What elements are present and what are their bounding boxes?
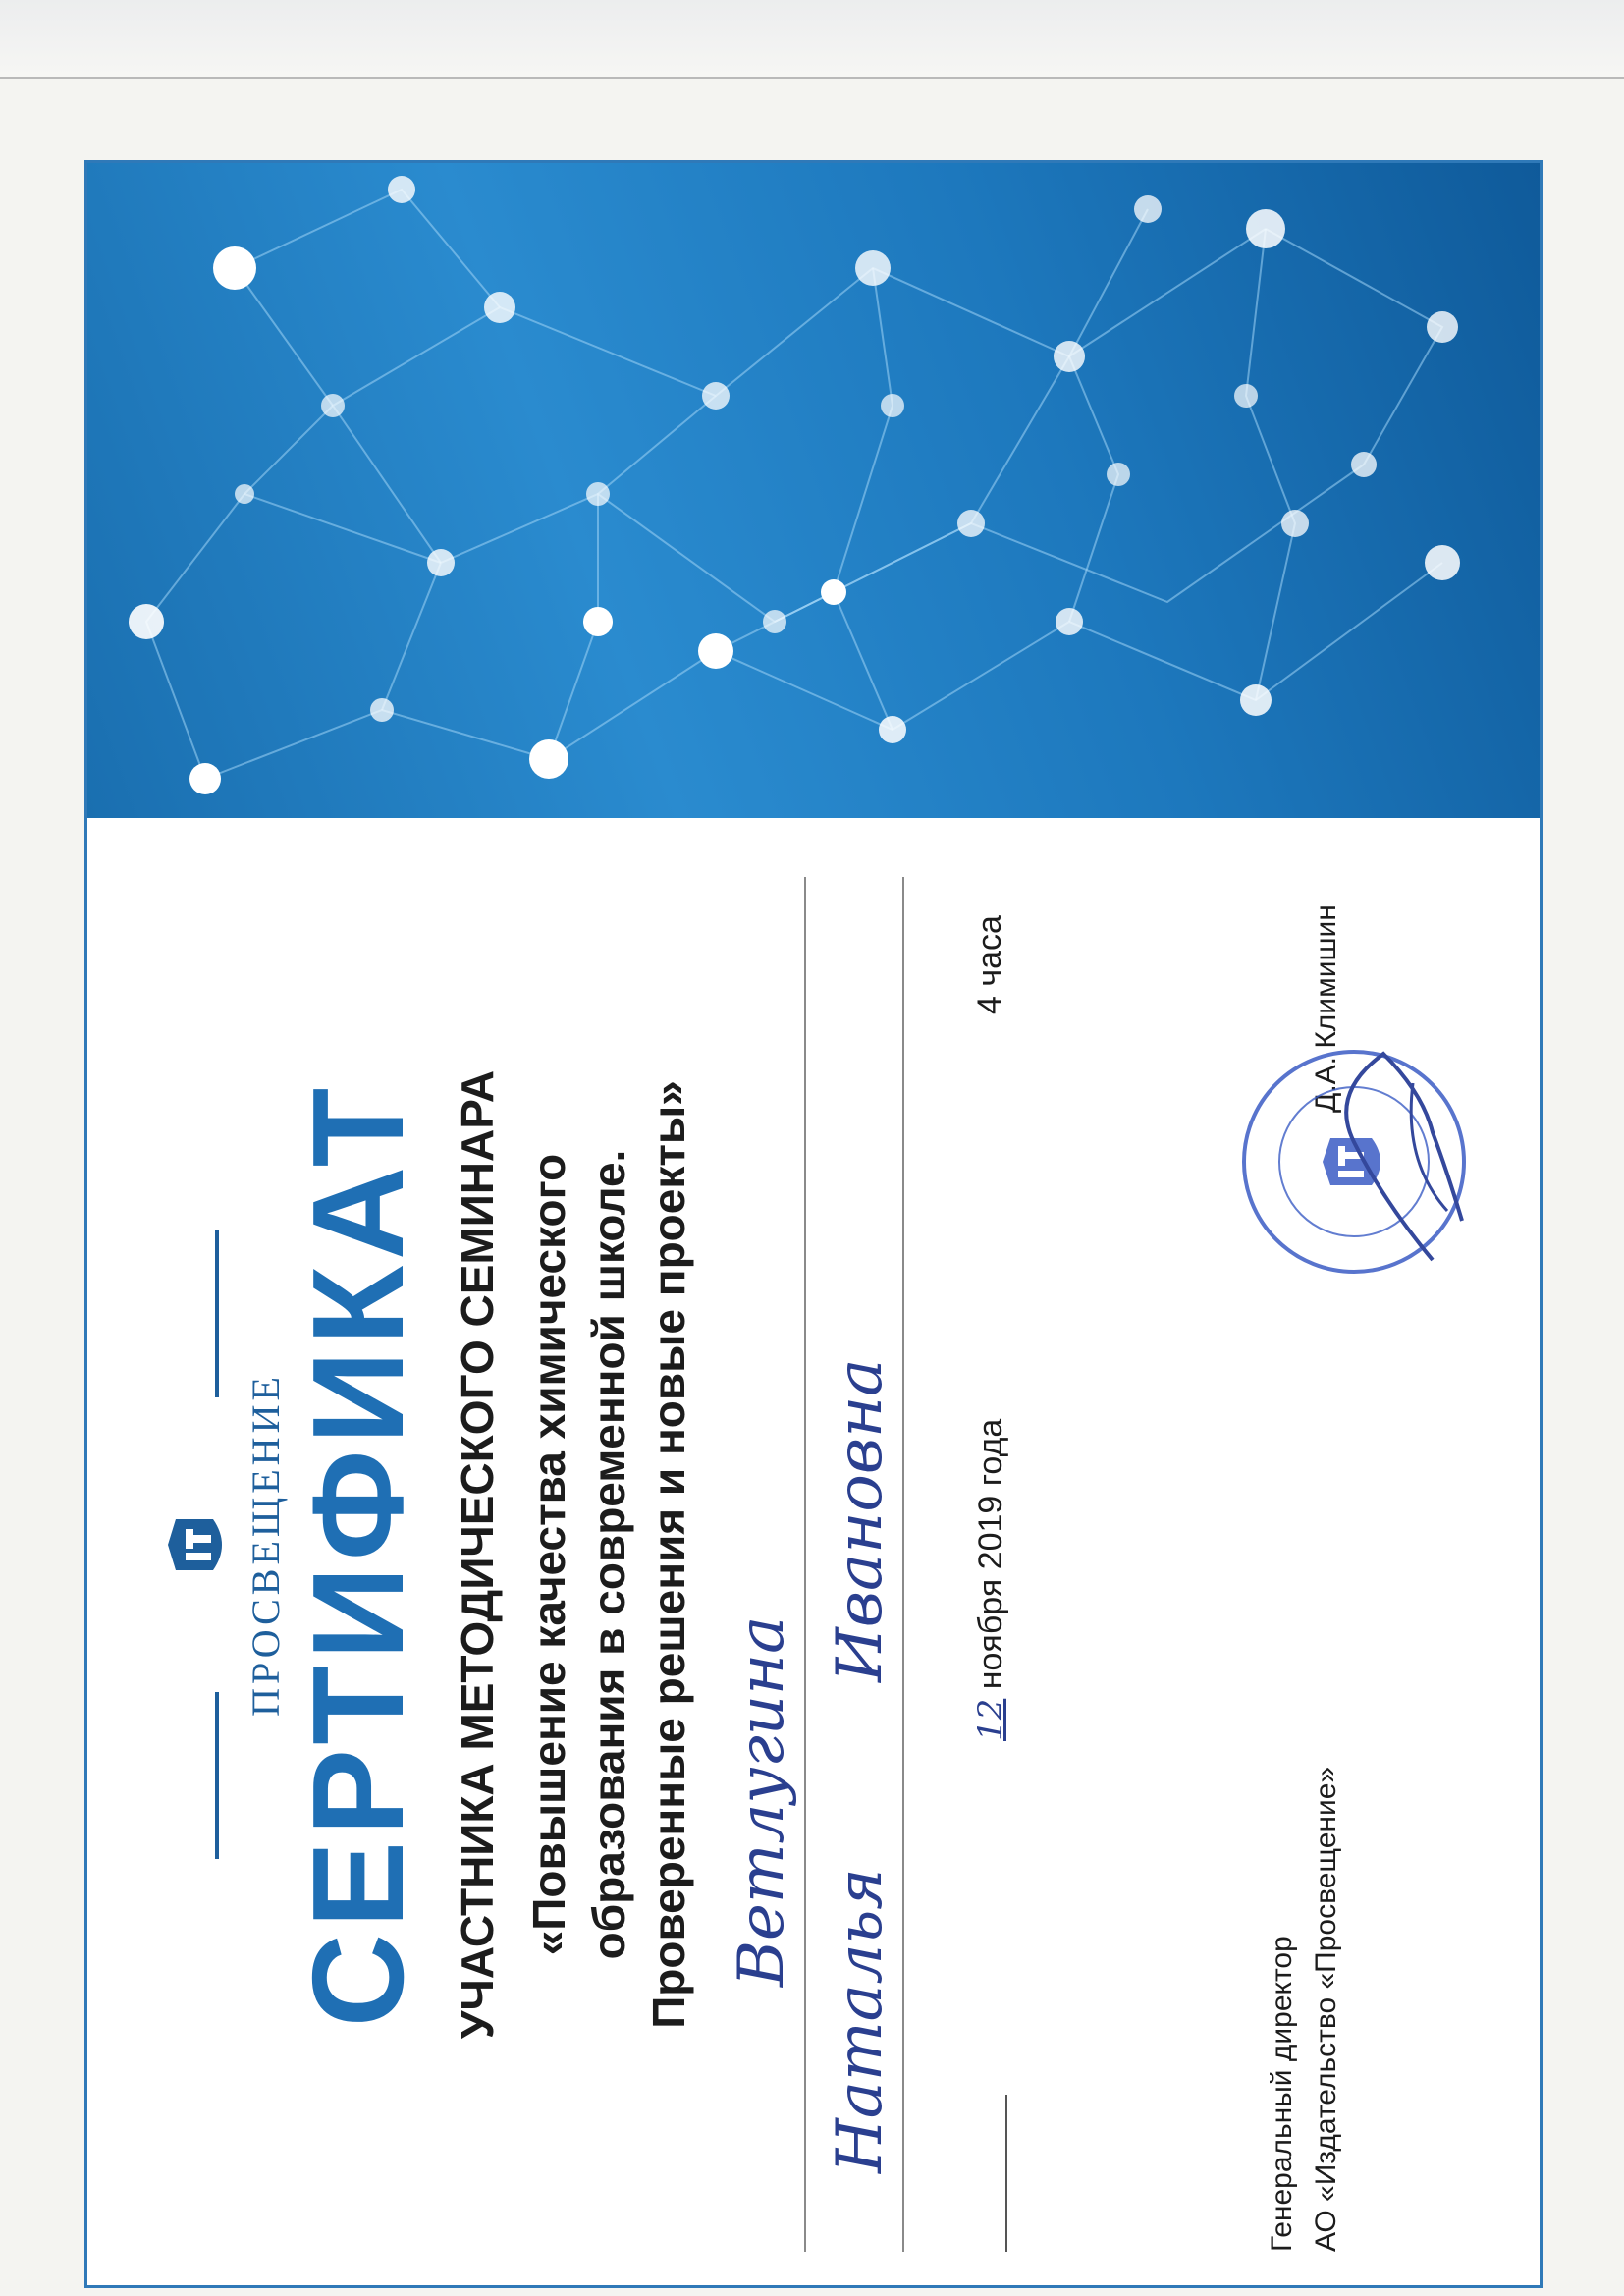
participant-first-name: Наталья (824, 1868, 896, 2173)
logo-rule-right (215, 1230, 219, 1397)
publisher-logo-icon (168, 1515, 231, 1574)
network-graphic (87, 163, 1543, 818)
participant-last-name: Ветлугина (726, 1615, 798, 1987)
blank-line (1005, 2095, 1007, 2252)
signatory-position: Генеральный директор (1266, 1936, 1298, 2252)
seminar-title (519, 857, 699, 2252)
event-date (971, 1419, 1010, 1741)
seminar-title-line: «Повышение качества химического (523, 1153, 574, 1956)
official-stamp (1236, 1044, 1472, 1280)
signatory-name: Д.А. Климишин (1310, 904, 1342, 1113)
scan-edge (0, 77, 1624, 79)
seminar-title-line: Проверенные решения и новые проекты» (643, 1080, 694, 2029)
scan-background (0, 0, 1624, 77)
certificate-subtitle: УЧАСТНИКА МЕТОДИЧЕСКОГО СЕМИНАРА (452, 1069, 503, 2040)
logo-rule-left (215, 1692, 219, 1859)
event-hours: 4 часа (971, 915, 1008, 1014)
network-pattern (87, 163, 1543, 818)
participant-patronymic: Ивановна (824, 1358, 896, 1682)
publisher-name: ПРОСВЕЩЕНИЕ (244, 1373, 288, 1717)
seminar-title-line: образования в современной школе. (583, 1149, 634, 1960)
name-line-1 (804, 877, 806, 2252)
signatory-organization: АО «Издательство «Просвещение» (1310, 1766, 1342, 2252)
publisher-logo (168, 1230, 296, 1859)
event-day: 12 (971, 1698, 1010, 1741)
certificate-title: СЕРТИФИКАТ (286, 1081, 430, 2028)
certificate-sheet (84, 160, 1543, 2288)
name-line-2 (902, 877, 904, 2252)
certificate-content (87, 163, 1543, 2288)
event-date-text: ноября 2019 года (972, 1418, 1009, 1690)
